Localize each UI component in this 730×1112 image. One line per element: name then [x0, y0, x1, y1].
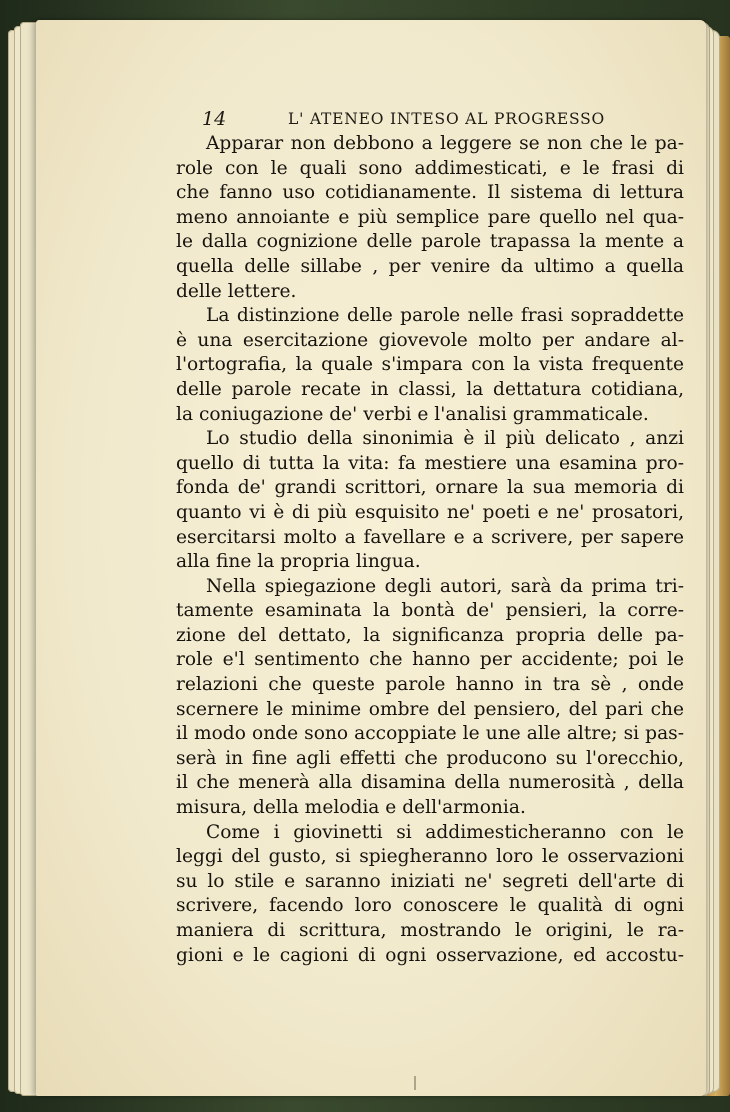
text-line: La distinzione delle parole nelle frasi sopraddette: [206, 305, 684, 327]
text-line: leggi del gusto, si spiegheranno loro le osservazioni: [176, 846, 684, 868]
text-line: maniera di scrittura, mostrando le origini, le ra-: [176, 920, 684, 941]
text-line: esercitarsi molto a favellare e a scrivere, per sapere: [176, 526, 684, 548]
text-line: meno annoiante e più semplice pare quello nel qua-: [176, 206, 684, 228]
text-line: misura, della melodia e dell'armonia.: [176, 797, 526, 819]
text-line: zione del dettato, la significanza propria delle pa-: [176, 624, 684, 646]
text-line: le dalla cognizione delle parole trapassa la mente a: [176, 231, 684, 253]
text-line: il modo onde sono accoppiate le une alle altre; si pas-: [176, 723, 684, 745]
text-line: gioni e le cagioni di ogni osservazione, ed accostu-: [176, 944, 684, 966]
text-line: Lo studio della sinonimia è il più delicato , anzi: [206, 428, 684, 450]
text-line: è una esercitazione giovevole molto per andare al-: [176, 329, 684, 351]
text-line: relazioni che queste parole hanno in tra sè , onde: [176, 674, 684, 696]
running-title: L' ATENEO INTESO AL PROGRESSO: [288, 110, 606, 128]
page-mark: [414, 1076, 416, 1090]
text-line: scrivere, facendo loro conoscere le qualità di ogni: [176, 895, 684, 917]
text-line: Nella spiegazione degli autori, sarà da prima tri-: [206, 575, 684, 597]
running-header: [168, 106, 606, 132]
body-text: [176, 132, 684, 968]
text-line: delle parole recate in classi, la dettatura cotidiana,: [176, 378, 684, 400]
text-line: role e'l sentimento che hanno per accidente; poi le: [176, 649, 684, 671]
text-line: quella delle sillabe , per venire da ultimo a quella: [176, 255, 684, 277]
text-line: tamente esaminata la bontà de' pensieri, la corre-: [176, 600, 684, 622]
text-line: quello di tutta la vita: fa mestiere una esamina pro-: [176, 452, 684, 474]
text-line: alla fine la propria lingua.: [176, 551, 421, 573]
text-line: che fanno uso cotidianamente. Il sistema di lettura: [176, 182, 684, 204]
text-line: quanto vi è di più esquisito ne' poeti e ne' prosatori,: [176, 501, 684, 523]
text-line: l'ortografia, la quale s'impara con la vista frequente: [176, 354, 684, 376]
text-line: role con le quali sono addimesticati, e le frasi di: [176, 157, 684, 179]
text-line: il che menerà alla disamina della numerosità , della: [176, 772, 684, 794]
text-line: scernere le minime ombre del pensiero, del pari che: [176, 698, 684, 720]
text-line: serà in fine agli effetti che producono su l'orecchio,: [176, 747, 684, 769]
text-line: Come i giovinetti si addimesticheranno con le: [206, 821, 684, 843]
text-line: su lo stile e saranno iniziati ne' segreti dell'arte di: [176, 870, 684, 892]
text-line: fonda de' grandi scrittori, ornare la sua memoria di: [176, 477, 684, 499]
page-number: 14: [202, 108, 227, 130]
text-line: delle lettere.: [176, 280, 297, 302]
text-line: la coniugazione de' verbi e l'analisi grammaticale.: [176, 403, 649, 425]
text-line: Apparar non debbono a leggere se non che le pa-: [206, 133, 684, 154]
